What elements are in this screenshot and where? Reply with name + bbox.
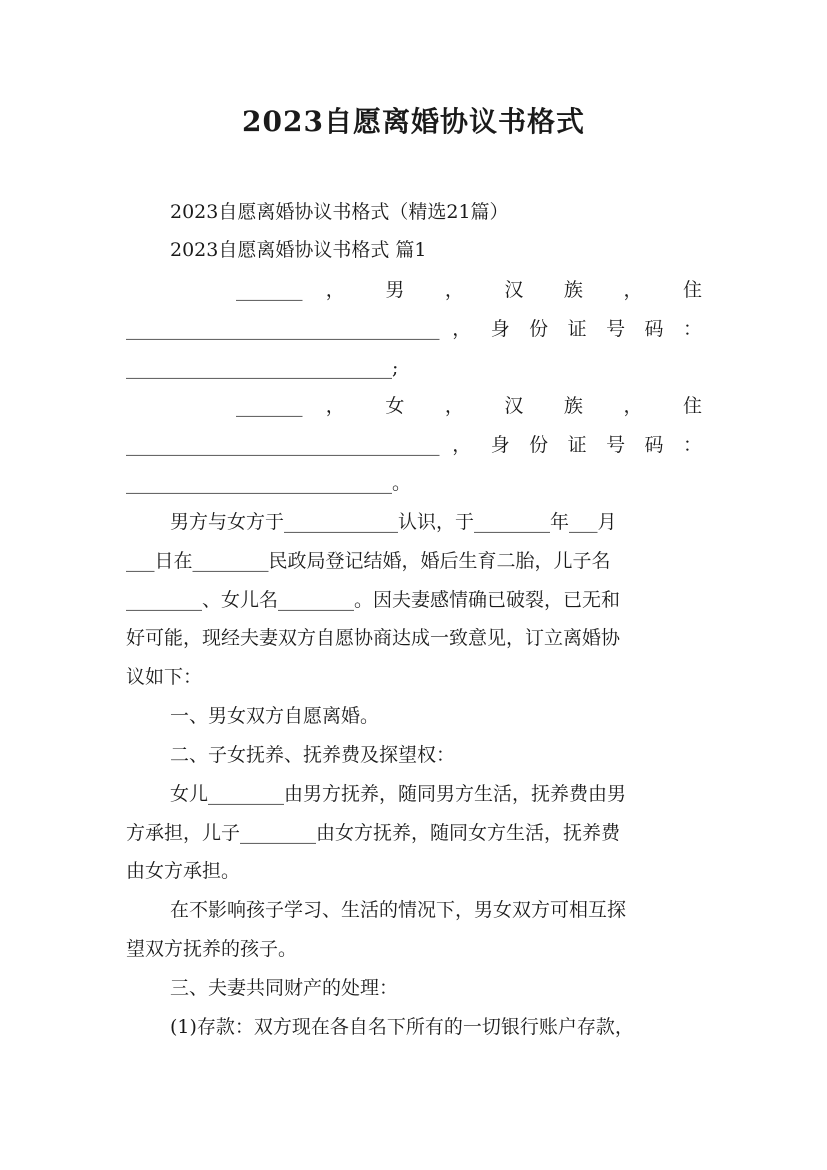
paragraph-line: 方承担，儿子________由女方抚养，随同女方生活，抚养费 <box>126 822 621 844</box>
clause-heading: 二、子女抚养、抚养费及探望权： <box>170 744 456 766</box>
party-female-id-line: ____________________________。 <box>126 472 412 494</box>
paragraph-line: 好可能，现经夫妻双方自愿协商达成一致意见，订立离婚协 <box>126 627 621 649</box>
subtitle-line: 2023自愿离婚协议书格式（精选21篇） <box>170 201 509 223</box>
paragraph-line: 在不影响孩子学习、生活的情况下，男女双方可相互探 <box>170 899 627 921</box>
paragraph-line: 议如下： <box>126 666 203 688</box>
paragraph-line: 男方与女方于____________认识，于________年___月 <box>170 511 617 533</box>
clause-heading: 三、夫妻共同财产的处理： <box>170 977 399 999</box>
paragraph-line: ________、女儿名________。因夫妻感情确已破裂，已无和 <box>126 589 621 611</box>
party-male-address-line: _________________________________ ， 身 份 证 号 码 ： <box>126 318 702 340</box>
document-title: 2023自愿离婚协议书格式 <box>242 105 585 138</box>
party-female-address-line: _________________________________ ， 身 份 证 号 码 ： <box>126 434 702 456</box>
paragraph-line: (1)存款：双方现在各自名下所有的一切银行账户存款， <box>170 1016 634 1038</box>
paragraph-line: 望双方抚养的孩子。 <box>126 938 298 960</box>
paragraph-line: ___日在________民政局登记结婚，婚后生育二胎，儿子名 <box>126 550 611 572</box>
party-female-line: _______ ， 女 ， 汉 族 ， 住 <box>236 395 702 417</box>
party-male-id-line: ____________________________; <box>126 357 399 379</box>
section-heading: 2023自愿离婚协议书格式 篇1 <box>170 239 427 261</box>
paragraph-line: 由女方承担。 <box>126 860 241 882</box>
paragraph-line: 女儿________由男方抚养，随同男方生活，抚养费由男 <box>170 783 627 805</box>
clause-heading: 一、男女双方自愿离婚。 <box>170 705 380 727</box>
party-male-line: _______ ， 男 ， 汉 族 ， 住 <box>236 279 702 301</box>
